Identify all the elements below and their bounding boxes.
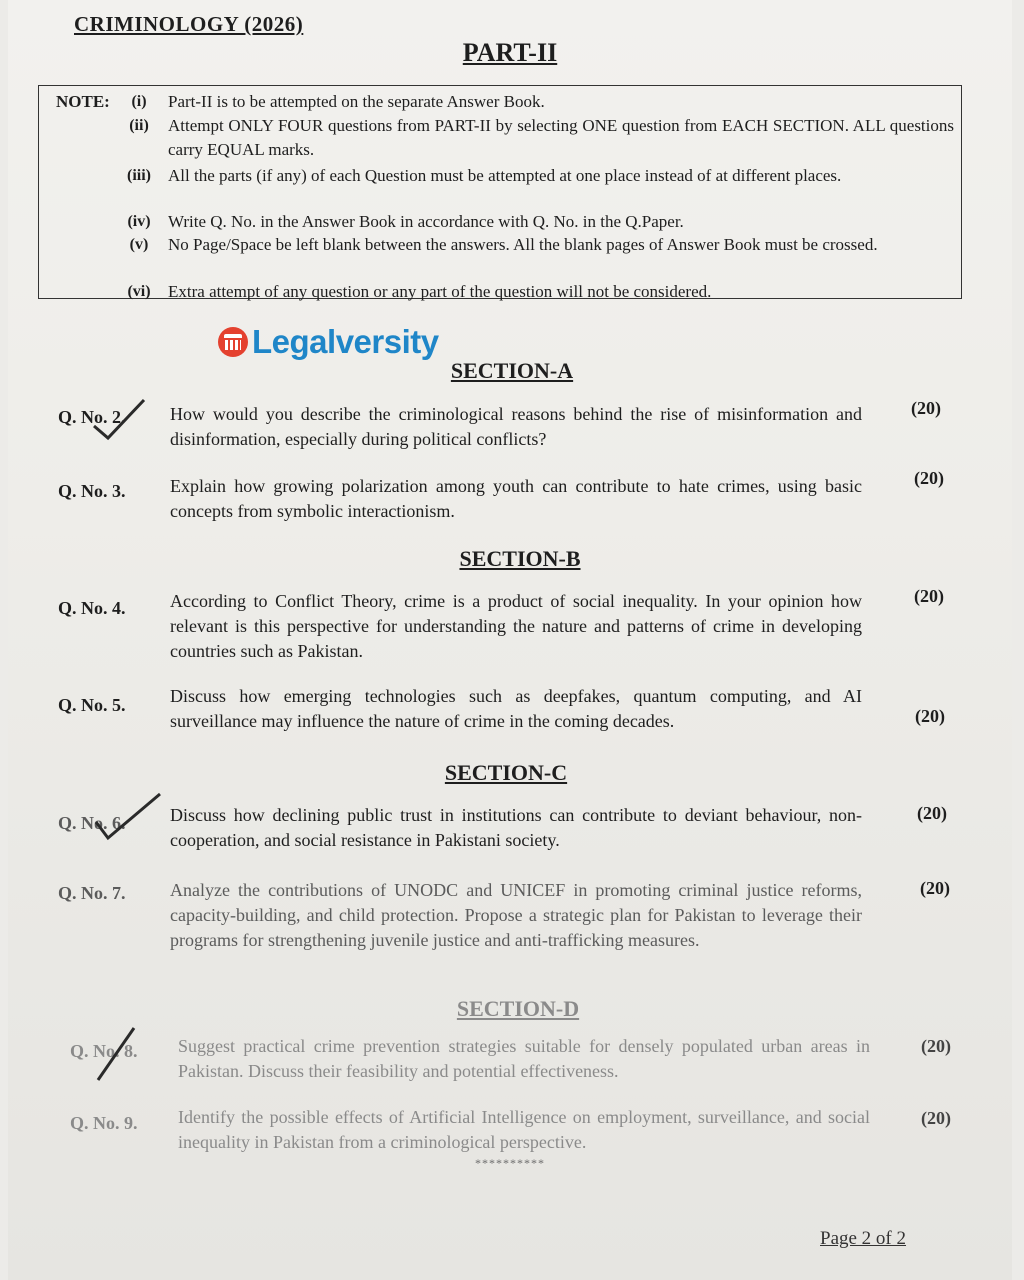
question-marks: (20): [911, 398, 941, 418]
question-number: Q. No. 7.: [58, 883, 126, 903]
checkmark-icon: [90, 396, 148, 442]
question-text: Identify the possible effects of Artificial Intelligence on employment, surveillance, and social inequality in Pakistan from a criminological perspective.: [178, 1107, 870, 1152]
question-marks: (20): [914, 586, 944, 606]
question-marks: (20): [921, 1108, 951, 1128]
legalversity-watermark: [218, 323, 439, 361]
page-number: Page 2 of 2: [820, 1228, 907, 1249]
note-number: (v): [129, 236, 149, 253]
question-number: Q. No. 5.: [58, 695, 126, 715]
note-number: (vi): [127, 283, 151, 300]
question-number: Q. No. 6.: [58, 813, 126, 833]
checkmark-icon: [92, 790, 164, 842]
note-text: Write Q. No. in the Answer Book in accordance with Q. No. in the Q.Paper.: [168, 212, 684, 231]
part-heading: PART-II: [462, 38, 558, 67]
question-number: Q. No. 9.: [70, 1113, 138, 1133]
question-text: Analyze the contributions of UNODC and UNICEF in promoting criminal justice reforms, capacity-building, and child protection. Propose a strategic plan for Pakistan to leverage their programs for strengthening juvenile justice and anti-trafficking measures.: [170, 880, 862, 950]
question-text: Discuss how emerging technologies such as deepfakes, quantum computing, and AI surveillance may influence the nature of crime in the coming decades.: [170, 686, 862, 731]
note-text: Part-II is to be attempted on the separate Answer Book.: [168, 92, 545, 111]
note-text: No Page/Space be left blank between the answers. All the blank pages of Answer Book must be crossed.: [168, 235, 878, 254]
question-marks: (20): [921, 1036, 951, 1056]
section-b-title: SECTION-B: [459, 546, 581, 571]
question-marks: (20): [917, 803, 947, 823]
question-text: Explain how growing polarization among youth can contribute to hate crimes, using basic concepts from symbolic interactionism.: [170, 476, 862, 521]
note-text: All the parts (if any) of each Question must be attempted at one place instead of at different places.: [168, 166, 842, 185]
question-number: Q. No. 2.: [58, 407, 126, 427]
checkmark-icon: [94, 1024, 138, 1084]
question-number: Q. No. 4.: [58, 598, 126, 618]
question-number: Q. No. 8.: [70, 1041, 138, 1061]
section-c-title: SECTION-C: [444, 760, 568, 785]
watermark-text: Legalversity: [252, 323, 439, 360]
exam-page: [8, 0, 1012, 1280]
question-number: Q. No. 3.: [58, 481, 126, 501]
note-text: Extra attempt of any question or any part of the question will not be considered.: [168, 282, 712, 301]
question-text: How would you describe the criminological reasons behind the rise of misinformation and disinformation, especially during political conflicts?: [170, 404, 862, 449]
end-marker: **********: [475, 1156, 545, 1170]
note-number: (i): [131, 93, 147, 110]
note-number: (iii): [127, 167, 151, 184]
section-a-title: SECTION-A: [450, 358, 574, 383]
question-text: According to Conflict Theory, crime is a product of social inequality. In your opinion how relevant is this perspective for understanding the nature and patterns of crime in developing countries such as Pakistan.: [170, 591, 862, 661]
paper-title: CRIMINOLOGY (2026): [74, 12, 304, 36]
question-text: Discuss how declining public trust in institutions can contribute to deviant behaviour, non-cooperation, and social resistance in Pakistani society.: [170, 805, 862, 850]
note-text: Attempt ONLY FOUR questions from PART-II by selecting ONE question from EACH SECTION. ALL questions carry EQUAL marks.: [168, 116, 954, 159]
note-number: (ii): [129, 117, 149, 134]
question-marks: (20): [915, 706, 945, 726]
section-d-title: SECTION-D: [456, 996, 580, 1021]
note-number: (iv): [127, 213, 151, 230]
building-icon: [218, 327, 248, 357]
question-text: Suggest practical crime prevention strategies suitable for densely populated urban areas in Pakistan. Discuss their feasibility and potential effectiveness.: [178, 1036, 870, 1081]
question-marks: (20): [920, 878, 950, 898]
note-label: NOTE:: [56, 92, 110, 111]
question-marks: (20): [914, 468, 944, 488]
